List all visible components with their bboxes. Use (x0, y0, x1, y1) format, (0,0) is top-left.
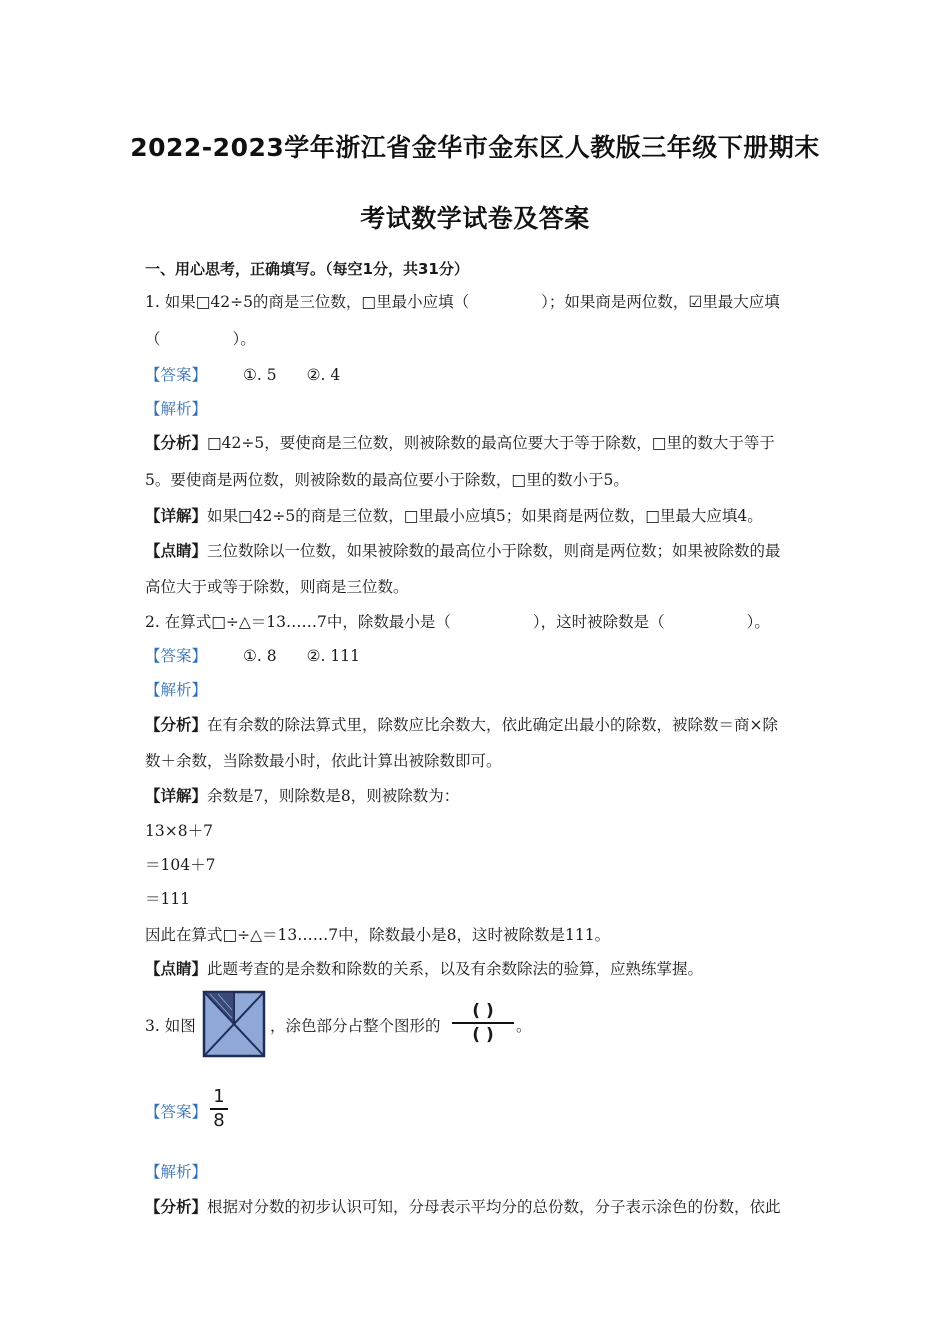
q2-xiangjie-tag: 【详解】 (145, 787, 208, 805)
q1-fenxi-1: □42÷5，要使商是三位数，则被除数的最高位要大于等于除数，□里的数大于等于 (207, 434, 775, 452)
q1-stem-a: 1. 如果□42÷5的商是三位数，□里最小应填（ (145, 293, 470, 311)
q2-stem-a: 2. 在算式□÷△＝13……7中，除数最小是（ (145, 613, 451, 631)
q3-answer-denominator: 8 (213, 1109, 225, 1131)
q1-fenxi-line1 (145, 433, 775, 453)
doc-title-line2: 考试数学试卷及答案 (360, 204, 590, 233)
q2-stem (145, 612, 770, 632)
q3-answer-numerator: 1 (213, 1086, 225, 1107)
q3-fenxi-1: 根据对分数的初步认识可知，分母表示平均分的总份数，分子表示涂色的份数，依此 (207, 1198, 781, 1216)
q2-dianjing (145, 959, 703, 979)
q2-dianjing-text: 此题考查的是余数和除数的关系，以及有余数除法的验算，应熟练掌握。 (207, 960, 704, 978)
q3-stem-a: 3. 如图 (145, 1017, 196, 1035)
q2-calc-line2: ＝104＋7 (145, 856, 216, 874)
q3-stem-b: ，涂色部分占整个图形的 (270, 1017, 441, 1035)
q3-fenxi-tag: 【分析】 (145, 1198, 208, 1216)
q1-stem-b: ）；如果商是两位数，☑里最大应填 (541, 293, 780, 311)
q1-dianjing-line2: 高位大于或等于除数，则商是三位数。 (145, 578, 409, 596)
q2-stem-c: ）。 (746, 613, 770, 631)
q1-dianjing-line1 (145, 541, 781, 561)
q3-analysis-tag: 【解析】 (145, 1163, 208, 1181)
q2-xiangjie-text: 余数是7，则除数是8，则被除数为： (207, 787, 460, 805)
q1-answer-2: ②. 4 (306, 366, 341, 384)
q1-answer (145, 365, 340, 385)
square-diagonals-figure (202, 990, 266, 1058)
q1-xiangjie (145, 506, 763, 526)
q1-stem-d: ）。 (232, 330, 256, 348)
q2-fenxi-tag: 【分析】 (145, 716, 208, 734)
q1-answer-tag: 【答案】 (145, 366, 208, 384)
q3-answer-tag: 【答案】 (145, 1103, 208, 1121)
q1-stem-line2 (145, 329, 256, 349)
q2-calc-line1: 13×8＋7 (145, 822, 213, 840)
q2-conclusion: 因此在算式□÷△＝13……7中，除数最小是8，这时被除数是111。 (145, 926, 611, 944)
q3-stem-c: 。 (516, 1017, 532, 1035)
q2-answer-2: ②. 111 (306, 647, 360, 665)
q1-stem-line1 (145, 292, 780, 312)
q3-blank-fraction (452, 1000, 514, 1046)
section-heading: 一、用心思考，正确填写。（每空1分，共31分） (145, 260, 469, 278)
q1-xiangjie-text: 如果□42÷5的商是三位数，□里最小应填5；如果商是两位数，□里最大应填4。 (207, 507, 763, 525)
q2-fenxi-line2: 数＋余数，当除数最小时，依此计算出被除数即可。 (145, 752, 502, 770)
q2-calc-line3: ＝111 (145, 890, 191, 908)
q2-answer (145, 646, 360, 666)
q3-blank-denominator: ( ) (472, 1024, 494, 1045)
q3-blank-numerator: ( ) (472, 1001, 494, 1021)
q2-fenxi-1: 在有余数的除法算式里，除数应比余数大，依此确定出最小的除数，被除数＝商×除 (207, 716, 779, 734)
q1-stem-c: （ (145, 330, 161, 348)
q1-dianjing-tag: 【点睛】 (145, 542, 208, 560)
q1-analysis-tag: 【解析】 (145, 400, 208, 418)
q2-analysis-tag: 【解析】 (145, 681, 208, 699)
q2-answer-tag: 【答案】 (145, 647, 208, 665)
q2-answer-1: ①. 8 (243, 647, 277, 665)
q1-fenxi-tag: 【分析】 (145, 434, 208, 452)
q2-fenxi-line1 (145, 715, 778, 735)
q1-fenxi-line2: 5。要使商是两位数，则被除数的最高位要小于除数，□里的数小于5。 (145, 471, 629, 489)
q3-fenxi-line1 (145, 1197, 781, 1217)
q1-answer-1: ①. 5 (243, 366, 277, 384)
q2-dianjing-tag: 【点睛】 (145, 960, 208, 978)
q3-answer-fraction (210, 1086, 228, 1132)
q2-stem-b: ），这时被除数是（ (532, 613, 665, 631)
q1-xiangjie-tag: 【详解】 (145, 507, 208, 525)
q2-xiangjie (145, 786, 459, 806)
q1-dianjing-1: 三位数除以一位数，如果被除数的最高位小于除数，则商是两位数；如果被除数的最 (207, 542, 781, 560)
doc-title-line1: 2022-2023学年浙江省金华市金东区人教版三年级下册期末 (130, 133, 820, 162)
